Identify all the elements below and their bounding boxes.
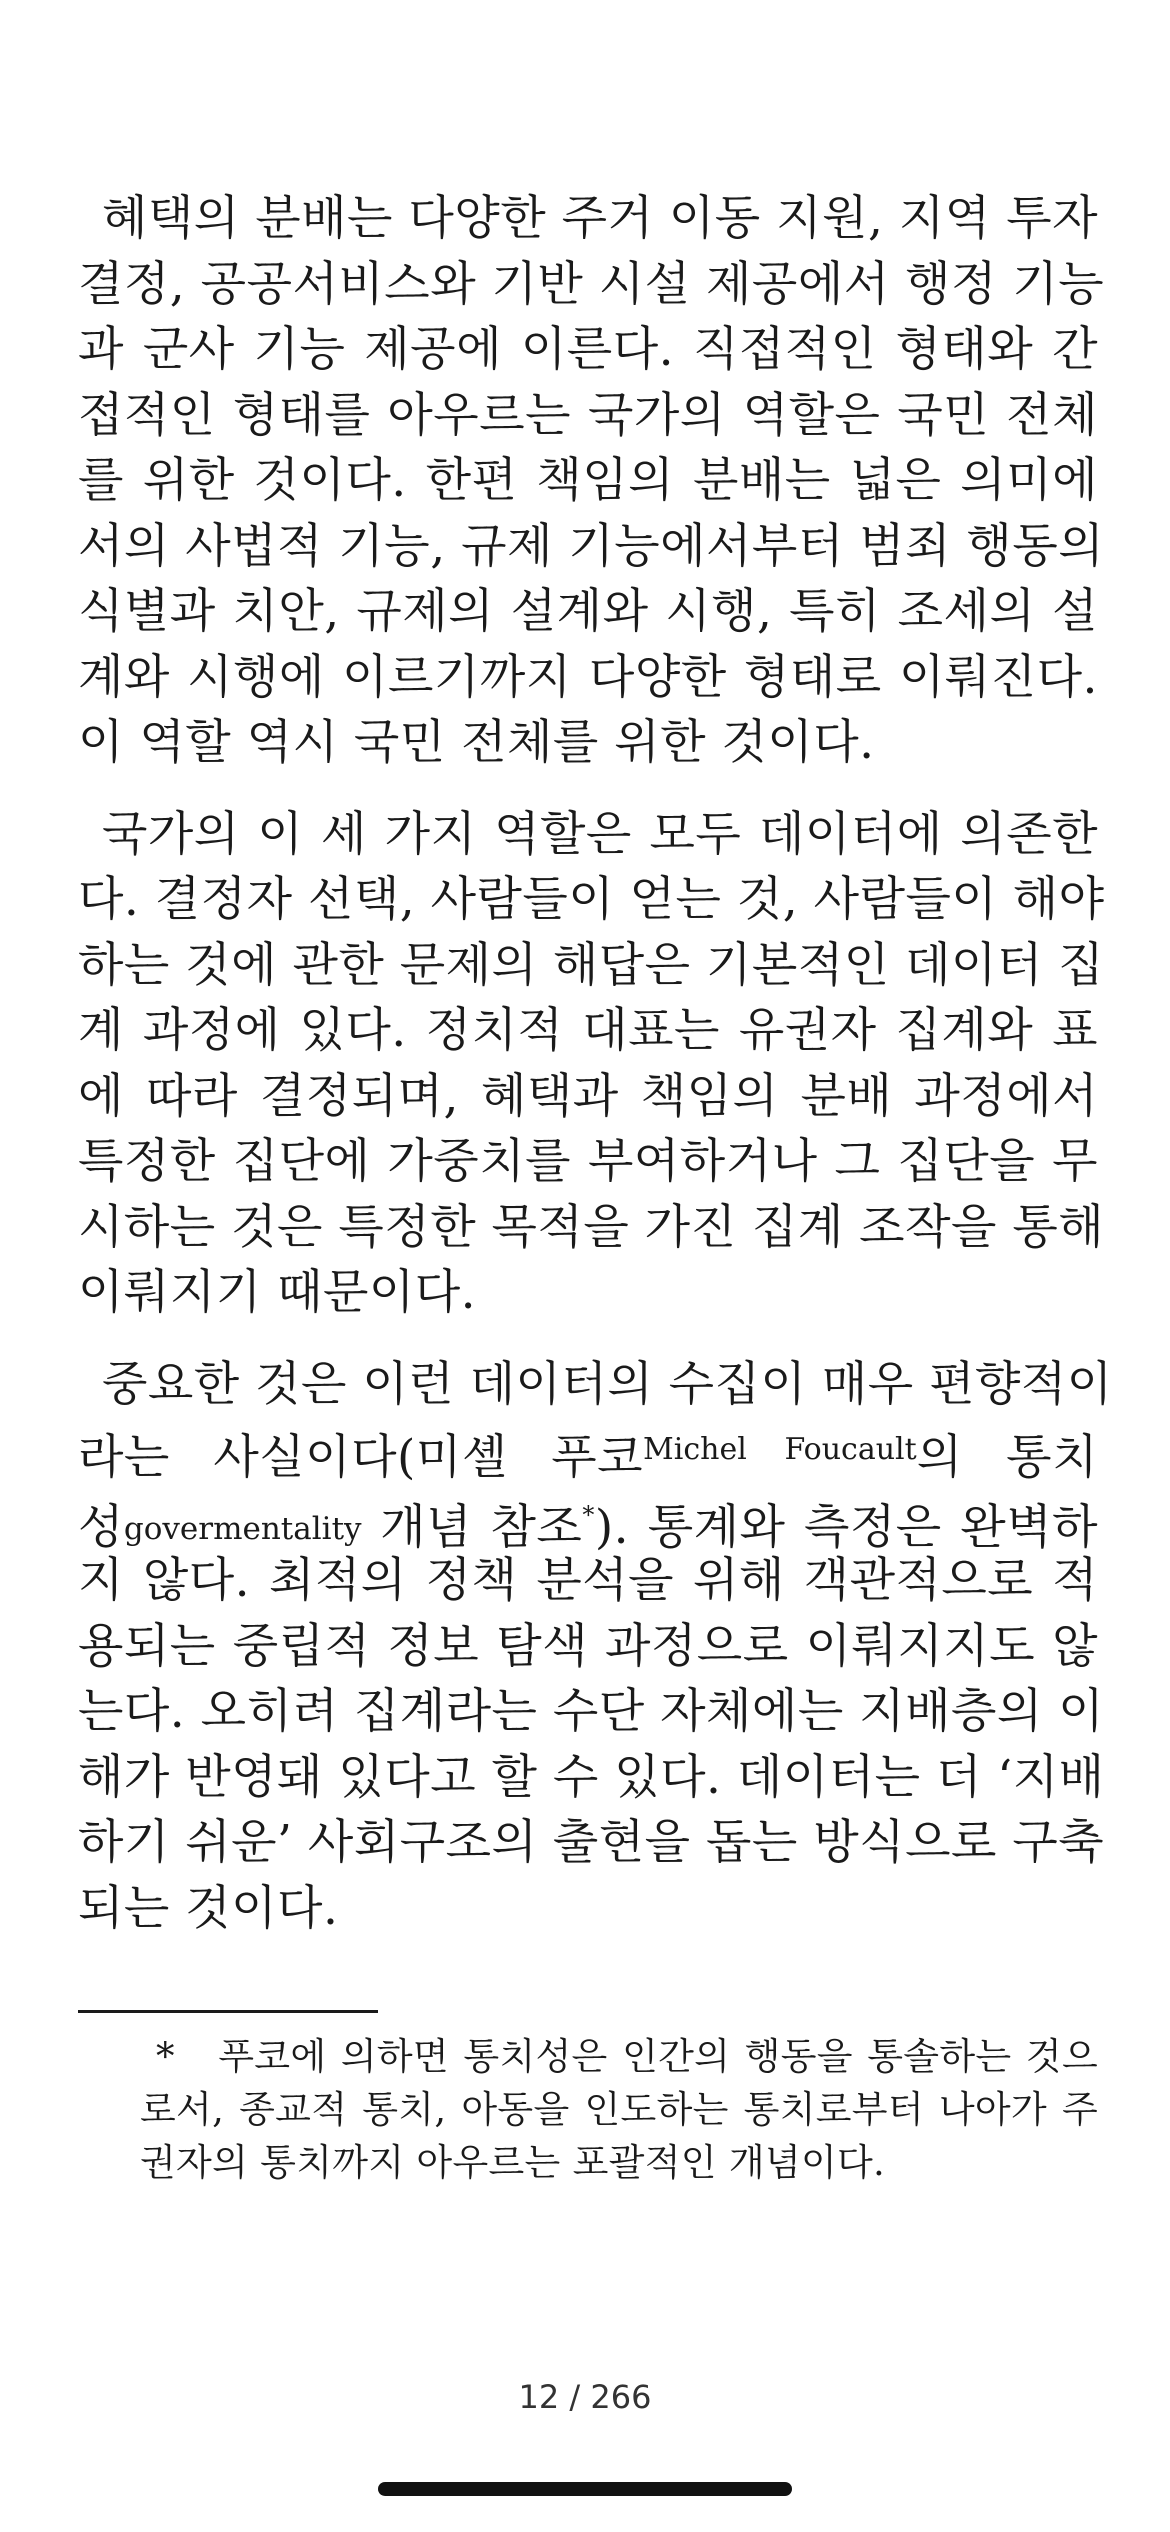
footnote-reference[interactable]: * bbox=[582, 1500, 595, 1529]
original-term: govermentality bbox=[123, 1510, 362, 1547]
text-line: 해가 반영돼 있다고 할 수 있다. 데이터는 더 ‘지배 bbox=[78, 1749, 1105, 1805]
text-line: 하기 쉬운’ 사회구조의 출현을 돕는 방식으로 구축 bbox=[78, 1815, 1105, 1870]
text-line: 계 과정에 있다. 정치적 대표는 유권자 집계와 표 bbox=[78, 1003, 1098, 1058]
text-line: 국가의 이 세 가지 역할은 모두 데이터에 의존한 bbox=[102, 806, 1098, 862]
footnote-line bbox=[78, 2030, 1098, 2083]
text-segment: 개념 참조 bbox=[361, 1499, 583, 1555]
text-segment: 성 bbox=[78, 1499, 124, 1555]
original-term: Michel Foucault bbox=[643, 1432, 917, 1467]
text-line: 다. 결정자 선택, 사람들이 얻는 것, 사람들이 해야 bbox=[78, 872, 1105, 927]
text-line: 중요한 것은 이런 데이터의 수집이 매우 편향적이 bbox=[102, 1356, 1113, 1412]
text-segment: ). 통계와 측정은 완벽하 bbox=[594, 1499, 1098, 1555]
text-line: 하는 것에 관한 문제의 해답은 기본적인 데이터 집 bbox=[78, 937, 1105, 993]
text-line: 특정한 집단에 가중치를 부여하거나 그 집단을 무 bbox=[78, 1134, 1098, 1189]
text-segment: 라는 사실이다(미셸 푸코 bbox=[78, 1430, 644, 1485]
text-line: 접적인 형태를 아우르는 국가의 역할은 국민 전체 bbox=[78, 387, 1098, 443]
paragraph-1 bbox=[78, 186, 1105, 776]
paragraph-2 bbox=[78, 802, 1105, 1326]
text-segment: 의 통치 bbox=[916, 1430, 1098, 1485]
page-indicator: 12 / 266 bbox=[518, 2378, 652, 2416]
footnote bbox=[78, 2030, 1098, 2189]
text-line: 식별과 치안, 규제의 설계와 시행, 특히 조세의 설 bbox=[78, 584, 1098, 639]
text-line: 계와 시행에 이르기까지 다양한 형태로 이뤄진다. bbox=[78, 649, 1098, 705]
text-line: 과 군사 기능 제공에 이른다. 직접적인 형태와 간 bbox=[78, 322, 1098, 377]
text-line: 지 않다. 최적의 정책 분석을 위해 객관적으로 적 bbox=[78, 1553, 1098, 1608]
footnote-marker: * bbox=[156, 2035, 175, 2078]
text-line: 시하는 것은 특정한 목적을 가진 집계 조작을 통해 bbox=[78, 1199, 1105, 1255]
footnote-line: 로서, 종교적 통치, 아동을 인도하는 통치로부터 나아가 주 bbox=[140, 2088, 1098, 2131]
text-line: 는다. 오히려 집계라는 수단 자체에는 지배층의 이 bbox=[78, 1684, 1105, 1739]
text-line: 용되는 중립적 정보 탐색 과정으로 이뤄지지도 않 bbox=[78, 1618, 1098, 1674]
footnote-text: 푸코에 의하면 통치성은 인간의 행동을 통솔하는 것으 bbox=[218, 2035, 1098, 2078]
footnote-line: 권자의 통치까지 아우르는 포괄적인 개념이다. bbox=[140, 2141, 886, 2184]
text-line: 이 역할 역시 국민 전체를 위한 것이다. bbox=[78, 715, 875, 770]
home-indicator[interactable] bbox=[378, 2482, 792, 2496]
body-text bbox=[78, 186, 1113, 1967]
text-line: 를 위한 것이다. 한편 책임의 분배는 넓은 의미에 bbox=[78, 453, 1098, 508]
footnote-divider bbox=[78, 2010, 378, 2013]
text-line: 혜택의 분배는 다양한 주거 이동 지원, 지역 투자 bbox=[102, 191, 1098, 246]
text-line: 에 따라 결정되며, 혜택과 책임의 분배 과정에서 bbox=[78, 1068, 1098, 1124]
text-line: 이뤄지기 때문이다. bbox=[78, 1265, 477, 1320]
text-line bbox=[78, 1483, 1098, 1555]
text-line bbox=[78, 1417, 1098, 1483]
paragraph-3 bbox=[78, 1352, 1113, 1942]
text-line: 되는 것이다. bbox=[78, 1880, 339, 1936]
text-line: 결정, 공공서비스와 기반 시설 제공에서 행정 기능 bbox=[78, 256, 1105, 312]
text-line: 서의 사법적 기능, 규제 기능에서부터 범죄 행동의 bbox=[78, 518, 1105, 574]
